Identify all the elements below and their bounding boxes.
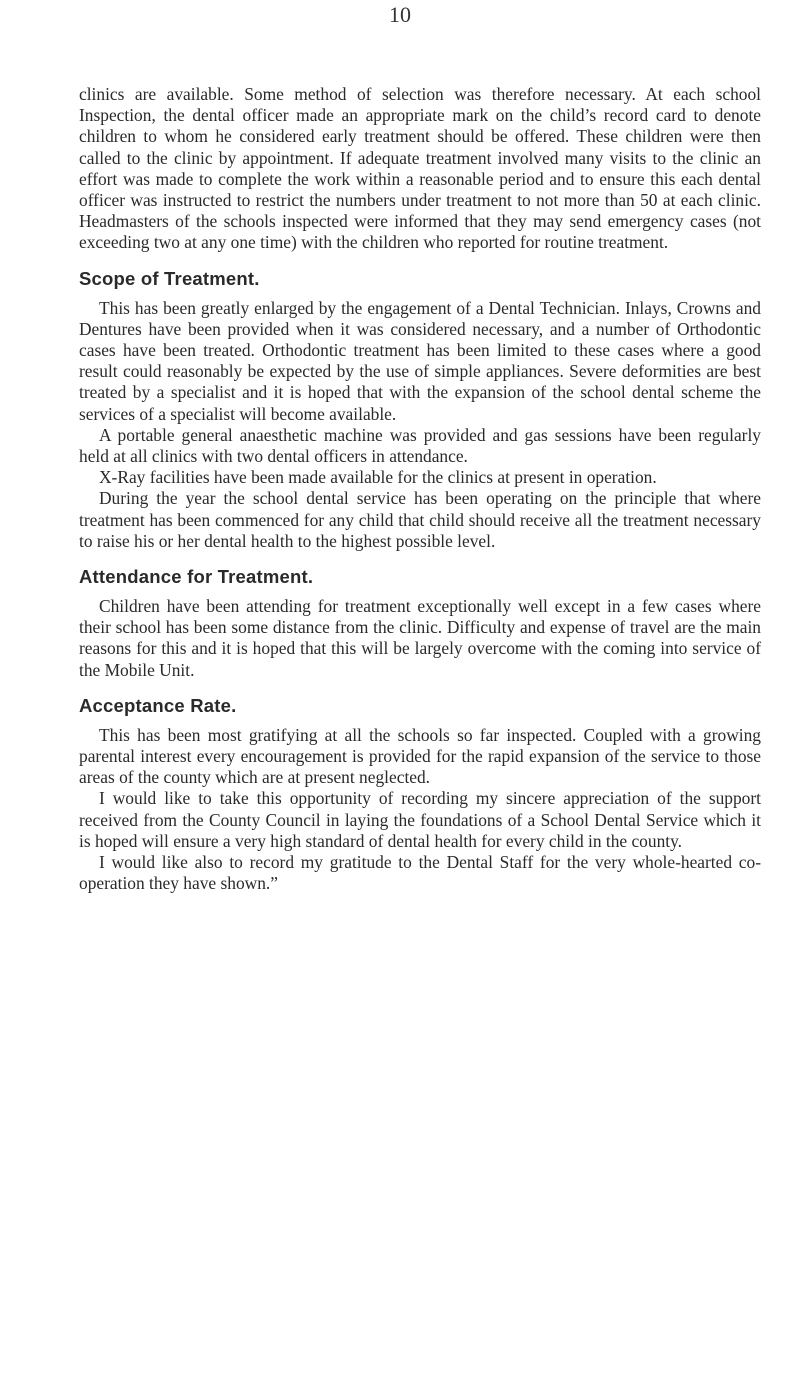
scope-paragraph-4: During the year the school dental service has been operating on the principle that where treatment has been commenced for any child that child should receive all the treatment necessary to raise his or her dental health to the highest possible level. bbox=[79, 488, 761, 551]
scope-paragraph-2: A portable general anaesthetic machine was provided and gas sessions have been regularly held at all clinics with two dental officers in attendance. bbox=[79, 424, 761, 467]
document-body bbox=[79, 84, 761, 895]
section-heading-attendance: Attendance for Treatment. bbox=[79, 566, 314, 588]
intro-paragraph: clinics are available. Some method of selection was therefore necessary. At each school Inspection, the dental officer made an appropriate mark on the child’s record card to denote children to whom he considered early treatment should be offered. These children were then called to the clinic by appointment. If adequate treatment involved many visits to the clinic an effort was made to complete the work within a reasonable period and to ensure this each dental officer was instructed to restrict the numbers under treatment to not more than 50 at each clinic. Headmasters of the schools inspected were informed that they may send emergency cases (not exceeding two at any one time) with the children who reported for routine treatment. bbox=[79, 84, 761, 253]
page-number: 10 bbox=[389, 2, 411, 27]
acceptance-paragraph-3: I would like also to record my gratitude to the Dental Staff for the very whole-hearted co-operation they have shown.” bbox=[79, 852, 761, 894]
section-heading-scope: Scope of Treatment. bbox=[79, 267, 260, 289]
scope-paragraph-3: X-Ray facilities have been made available for the clinics at present in operation. bbox=[99, 467, 657, 488]
scope-paragraph-1: This has been greatly enlarged by the engagement of a Dental Technician. Inlays, Crowns and Dentures have been provided when it was considered necessary, and a number of Orthodontic cases have been treated. Orthodontic treatment has been limited to these cases where a good result could reasonably be expected by the use of simple appliances. Severe deformities are best treated by a specialist and it is hoped that with the expansion of the school dental scheme the services of a specialist will become available. bbox=[79, 297, 761, 424]
acceptance-paragraph-2: I would like to take this opportunity of recording my sincere appreciation of the support received from the County Council in laying the foundations of a School Dental Service which it is hoped will ensure a very high standard of dental health for every child in the county. bbox=[79, 788, 761, 851]
attendance-paragraph-1: Children have been attending for treatment exceptionally well except in a few cases where their school has been some distance from the clinic. Difficulty and expense of travel are the main reasons for this and it is hoped that this will be largely overcome with the coming into service of the Mobile Unit. bbox=[79, 596, 761, 680]
acceptance-paragraph-1: This has been most gratifying at all the schools so far inspected. Coupled with a growing parental interest every encouragement is provided for the rapid expansion of the service to those areas of the county which are at present neglected. bbox=[79, 724, 761, 788]
section-heading-acceptance: Acceptance Rate. bbox=[79, 694, 237, 716]
